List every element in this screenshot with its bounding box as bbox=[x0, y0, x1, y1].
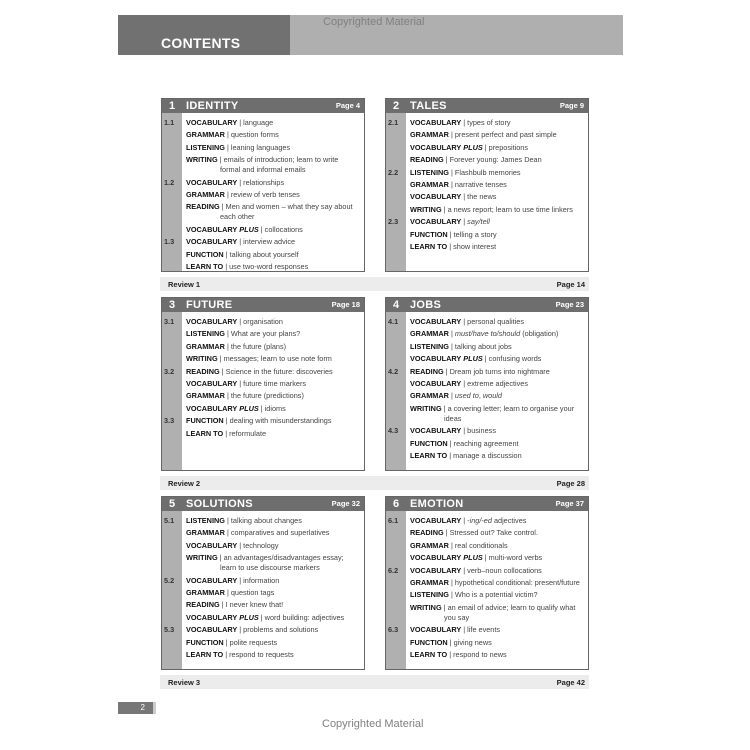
skill-label: VOCABULARY bbox=[186, 540, 238, 550]
unit-header bbox=[162, 298, 364, 312]
lesson-item: WRITING | a news report; learn to use time linkers bbox=[410, 204, 573, 214]
review-page: Page 28 bbox=[556, 479, 585, 488]
skill-label: VOCABULARY bbox=[186, 625, 238, 635]
lesson-topic: idioms bbox=[264, 403, 286, 413]
section-number: 3.3 bbox=[164, 416, 175, 426]
skill-label: LISTENING bbox=[186, 516, 225, 525]
skill-label: GRAMMAR bbox=[410, 329, 449, 339]
lesson-topic: question forms bbox=[230, 130, 279, 140]
unit-body bbox=[386, 511, 588, 669]
skill-label: WRITING bbox=[410, 204, 442, 214]
lesson-item: 6.1 VOCABULARY | -ing/-ed adjectives bbox=[388, 516, 527, 525]
lesson-item: 6.3 VOCABULARY | life events bbox=[388, 625, 501, 635]
skill-label: WRITING bbox=[186, 553, 218, 563]
lesson-topic: adjectives bbox=[491, 516, 527, 525]
lesson-item: LISTENING | leaning languages bbox=[186, 142, 291, 152]
lesson-item: VOCABULARY | future time markers bbox=[186, 378, 307, 388]
skill-label: LEARN TO bbox=[410, 450, 448, 460]
skill-label: VOCABULARY bbox=[186, 237, 238, 247]
section-number: 3.2 bbox=[164, 366, 175, 376]
skill-label: GRAMMAR bbox=[410, 577, 449, 587]
skill-label: LEARN TO bbox=[410, 241, 448, 251]
skill-label: GRAMMAR bbox=[186, 587, 225, 597]
skill-label: GRAMMAR bbox=[186, 391, 225, 401]
lesson-topic: relationships bbox=[243, 177, 285, 187]
lesson-topic: reformulate bbox=[229, 428, 267, 438]
unit-5 bbox=[161, 496, 365, 670]
skill-label-plus: PLUS bbox=[239, 403, 259, 413]
section-number: 6.3 bbox=[388, 625, 399, 635]
unit-1 bbox=[161, 98, 365, 272]
lesson-item: 4.2 READING | Dream job turns into nightmare bbox=[388, 366, 550, 376]
contents-header-dark-panel bbox=[118, 15, 290, 55]
lesson-item: LEARN TO | respond to news bbox=[410, 649, 507, 659]
skill-label: LEARN TO bbox=[186, 261, 224, 271]
lesson-item: VOCABULARY PLUS | confusing words bbox=[410, 354, 542, 364]
skill-label: VOCABULARY bbox=[410, 516, 462, 525]
unit-title: EMOTION bbox=[410, 498, 464, 510]
lesson-topic: show interest bbox=[453, 241, 497, 251]
lesson-topic: Forever young: James Dean bbox=[449, 155, 542, 165]
section-number: 1.2 bbox=[164, 177, 175, 187]
skill-label: VOCABULARY bbox=[410, 426, 462, 436]
lesson-item: FUNCTION | polite requests bbox=[186, 637, 278, 647]
section-column bbox=[386, 312, 406, 470]
lesson-topic: say/tell bbox=[467, 217, 490, 227]
lesson-item: LEARN TO | reformulate bbox=[186, 428, 267, 438]
lesson-topic: extreme adjectives bbox=[467, 378, 529, 388]
section-number: 4.3 bbox=[388, 426, 399, 436]
unit-title: IDENTITY bbox=[186, 100, 239, 112]
lesson-item: FUNCTION | giving news bbox=[410, 637, 492, 647]
section-number: 4.2 bbox=[388, 366, 399, 376]
lesson-topic: collocations bbox=[264, 224, 303, 234]
lesson-topic: confusing words bbox=[488, 354, 542, 364]
unit-header bbox=[162, 99, 364, 113]
skill-label: LISTENING bbox=[186, 329, 225, 339]
lesson-topic: comparatives and superlatives bbox=[230, 528, 330, 538]
skill-label: GRAMMAR bbox=[410, 540, 449, 550]
lesson-topic: polite requests bbox=[229, 637, 278, 647]
lesson-topic: Flashbulb memories bbox=[454, 167, 521, 177]
lesson-item: VOCABULARY PLUS | word building: adjectives bbox=[186, 612, 345, 622]
lesson-topic: talking about yourself bbox=[229, 249, 299, 259]
unit-number: 5 bbox=[168, 498, 176, 510]
lesson-topic: used to bbox=[454, 391, 479, 401]
lesson-item: 2.1 VOCABULARY | types of story bbox=[388, 118, 511, 127]
section-column bbox=[386, 511, 406, 669]
skill-label: VOCABULARY bbox=[186, 317, 238, 326]
review-label: Review 3 bbox=[168, 678, 201, 687]
skill-label: GRAMMAR bbox=[186, 130, 225, 140]
skill-label: LEARN TO bbox=[186, 428, 224, 438]
section-number: 6.2 bbox=[388, 565, 399, 575]
lesson-topic: a news report; learn to use time linkers bbox=[447, 204, 573, 214]
skill-label: LISTENING bbox=[410, 341, 449, 351]
skill-label: FUNCTION bbox=[186, 249, 224, 259]
section-column bbox=[162, 511, 182, 669]
skill-label: VOCABULARY bbox=[410, 317, 462, 326]
lesson-topic: life events bbox=[467, 625, 501, 635]
unit-4 bbox=[385, 297, 589, 471]
lesson-topic: , bbox=[478, 391, 483, 401]
lesson-topic: technology bbox=[243, 540, 279, 550]
section-number: 3.1 bbox=[164, 317, 175, 326]
lesson-item: WRITING | an email of advice; learn to qualify what you say bbox=[410, 602, 576, 622]
skill-label-plus: PLUS bbox=[463, 553, 483, 563]
skill-label: VOCABULARY bbox=[186, 575, 238, 585]
unit-number: 4 bbox=[392, 299, 400, 311]
lesson-topic: What are your plans? bbox=[230, 329, 301, 339]
lesson-topic: Science in the future: discoveries bbox=[225, 366, 333, 376]
lesson-item: 2.2 LISTENING | Flashbulb memories bbox=[388, 167, 521, 177]
skill-label: LEARN TO bbox=[410, 649, 448, 659]
lesson-item: GRAMMAR | comparatives and superlatives bbox=[186, 528, 330, 538]
lesson-item: FUNCTION | telling a story bbox=[410, 229, 497, 239]
unit-body bbox=[386, 113, 588, 271]
lesson-topic: the future (predictions) bbox=[230, 391, 304, 401]
lesson-topic: language bbox=[243, 118, 274, 127]
skill-label: VOCABULARY bbox=[186, 612, 238, 622]
lesson-topic: interview advice bbox=[243, 237, 296, 247]
section-number: 5.1 bbox=[164, 516, 175, 525]
skill-label: FUNCTION bbox=[186, 637, 224, 647]
review-page: Page 42 bbox=[556, 678, 585, 687]
watermark-bottom: Copyrighted Material bbox=[322, 718, 424, 730]
lesson-item: 3.2 READING | Science in the future: discoveries bbox=[164, 366, 333, 376]
lesson-item: LISTENING | Who is a potential victim? bbox=[410, 590, 538, 600]
unit-title: TALES bbox=[410, 100, 447, 112]
skill-label: FUNCTION bbox=[410, 637, 448, 647]
unit-number: 3 bbox=[168, 299, 176, 311]
skill-label: VOCABULARY bbox=[410, 118, 462, 127]
lesson-topic: multi-word verbs bbox=[488, 553, 543, 563]
lesson-item: 4.3 VOCABULARY | business bbox=[388, 426, 496, 436]
lesson-topic: would bbox=[482, 391, 502, 401]
lesson-item: 4.1 VOCABULARY | personal qualities bbox=[388, 317, 524, 326]
section-number: 2.1 bbox=[388, 118, 399, 127]
unit-title: JOBS bbox=[410, 299, 442, 311]
lesson-item: VOCABULARY PLUS | collocations bbox=[186, 224, 303, 234]
lesson-topic: -ing/-ed bbox=[467, 516, 492, 525]
section-column bbox=[386, 113, 406, 271]
lesson-topic: talking about jobs bbox=[454, 341, 512, 351]
unit-number: 2 bbox=[392, 100, 400, 112]
lesson-item: 6.2 VOCABULARY | verb–noun collocations bbox=[388, 565, 542, 575]
lesson-topic: present perfect and past simple bbox=[454, 130, 557, 140]
skill-label: VOCABULARY bbox=[186, 403, 238, 413]
lesson-topic: respond to news bbox=[453, 649, 507, 659]
review-bar-2 bbox=[160, 476, 589, 490]
lesson-item: 1.3 VOCABULARY | interview advice bbox=[164, 237, 296, 247]
lesson-item: VOCABULARY PLUS | multi-word verbs bbox=[410, 553, 543, 563]
lesson-item: GRAMMAR | narrative tenses bbox=[410, 179, 507, 189]
skill-label: READING bbox=[410, 155, 444, 165]
unit-page: Page 18 bbox=[331, 300, 360, 309]
skill-label: READING bbox=[186, 600, 220, 610]
skill-label: WRITING bbox=[186, 155, 218, 165]
lesson-topic: problems and solutions bbox=[243, 625, 319, 635]
lesson-topic: respond to requests bbox=[229, 649, 294, 659]
lesson-topic: Men and women – what they say about each other bbox=[220, 202, 353, 222]
section-column bbox=[162, 312, 182, 470]
lesson-topic: question tags bbox=[230, 587, 275, 597]
lesson-item: FUNCTION | reaching agreement bbox=[410, 438, 519, 448]
unit-header bbox=[162, 497, 364, 511]
skill-label: GRAMMAR bbox=[186, 528, 225, 538]
lesson-item: VOCABULARY | extreme adjectives bbox=[410, 378, 529, 388]
lesson-item: 3.1 VOCABULARY | organisation bbox=[164, 317, 283, 326]
lesson-item: GRAMMAR | the future (plans) bbox=[186, 341, 287, 351]
skill-label: WRITING bbox=[410, 602, 442, 612]
lesson-topic: messages; learn to use note form bbox=[223, 354, 332, 364]
lesson-item: GRAMMAR | present perfect and past simple bbox=[410, 130, 557, 140]
skill-label: LISTENING bbox=[410, 167, 449, 177]
lesson-topic: the news bbox=[467, 192, 497, 202]
lesson-topic: reaching agreement bbox=[453, 438, 519, 448]
lesson-item: WRITING | messages; learn to use note form bbox=[186, 354, 332, 364]
unit-2 bbox=[385, 98, 589, 272]
lesson-topic: future time markers bbox=[243, 378, 307, 388]
section-number: 2.2 bbox=[388, 167, 399, 177]
lesson-item: WRITING | emails of introduction; learn to write formal and informal emails bbox=[186, 155, 339, 175]
lesson-topic: personal qualities bbox=[467, 317, 524, 326]
skill-label: READING bbox=[186, 366, 220, 376]
unit-header bbox=[386, 497, 588, 511]
lesson-item: 1.2 VOCABULARY | relationships bbox=[164, 177, 285, 187]
lesson-item: READING | Men and women – what they say about each other bbox=[186, 202, 353, 222]
lesson-topic: review of verb tenses bbox=[230, 189, 300, 199]
section-number: 4.1 bbox=[388, 317, 399, 326]
lesson-topic: (obligation) bbox=[520, 329, 559, 339]
lesson-topic: emails of introduction; learn to write formal and informal emails bbox=[220, 155, 339, 175]
skill-label: VOCABULARY bbox=[410, 217, 462, 227]
skill-label: VOCABULARY bbox=[410, 565, 462, 575]
page-title: CONTENTS bbox=[161, 35, 241, 51]
lesson-item: GRAMMAR | question tags bbox=[186, 587, 275, 597]
skill-label: VOCABULARY bbox=[410, 378, 462, 388]
lesson-item: 3.3 FUNCTION | dealing with misunderstandings bbox=[164, 416, 332, 426]
skill-label: GRAMMAR bbox=[410, 391, 449, 401]
skill-label: WRITING bbox=[186, 354, 218, 364]
skill-label: LISTENING bbox=[410, 590, 449, 600]
skill-label: FUNCTION bbox=[186, 416, 224, 426]
unit-page: Page 32 bbox=[331, 499, 360, 508]
section-number: 5.2 bbox=[164, 575, 175, 585]
lesson-item: FUNCTION | talking about yourself bbox=[186, 249, 299, 259]
skill-label: VOCABULARY bbox=[410, 354, 462, 364]
lesson-topic: prepositions bbox=[488, 142, 529, 152]
lesson-item: READING | I never knew that! bbox=[186, 600, 284, 610]
lesson-topic: word building: adjectives bbox=[264, 612, 345, 622]
lesson-item: LEARN TO | respond to requests bbox=[186, 649, 294, 659]
lesson-topic: information bbox=[243, 575, 280, 585]
skill-label: READING bbox=[410, 366, 444, 376]
lesson-item: LEARN TO | show interest bbox=[410, 241, 497, 251]
section-number: 6.1 bbox=[388, 516, 399, 525]
skill-label: FUNCTION bbox=[410, 229, 448, 239]
lesson-item: GRAMMAR | question forms bbox=[186, 130, 279, 140]
skill-label: READING bbox=[186, 202, 220, 212]
lesson-item: READING | Stressed out? Take control. bbox=[410, 528, 538, 538]
skill-label: GRAMMAR bbox=[186, 189, 225, 199]
unit-page: Page 37 bbox=[555, 499, 584, 508]
skill-label-plus: PLUS bbox=[463, 142, 483, 152]
lesson-item: LISTENING | What are your plans? bbox=[186, 329, 301, 339]
unit-body bbox=[386, 312, 588, 470]
skill-label: WRITING bbox=[410, 403, 442, 413]
skill-label: LISTENING bbox=[186, 142, 225, 152]
unit-6 bbox=[385, 496, 589, 670]
section-number: 1.3 bbox=[164, 237, 175, 247]
page-number: 2 bbox=[118, 702, 156, 714]
lesson-item: 5.2 VOCABULARY | information bbox=[164, 575, 280, 585]
skill-label: VOCABULARY bbox=[410, 625, 462, 635]
lesson-topic: dealing with misunderstandings bbox=[229, 416, 332, 426]
skill-label: VOCABULARY bbox=[186, 378, 238, 388]
lesson-topic: talking about changes bbox=[230, 516, 302, 525]
skill-label-plus: PLUS bbox=[239, 224, 259, 234]
review-bar-1 bbox=[160, 277, 589, 291]
lesson-topic: business bbox=[467, 426, 496, 436]
lesson-item: GRAMMAR | the future (predictions) bbox=[186, 391, 304, 401]
lesson-topic: Who is a potential victim? bbox=[454, 590, 538, 600]
lesson-topic: leaning languages bbox=[230, 142, 291, 152]
lesson-topic: must/have to/should bbox=[454, 329, 521, 339]
lesson-item: VOCABULARY PLUS | idioms bbox=[186, 403, 286, 413]
lesson-topic: Dream job turns into nightmare bbox=[449, 366, 550, 376]
skill-label: VOCABULARY bbox=[410, 192, 462, 202]
lesson-item: 2.3 VOCABULARY | say/tell bbox=[388, 217, 490, 227]
lesson-topic: verb–noun collocations bbox=[467, 565, 542, 575]
lesson-topic: real conditionals bbox=[454, 540, 508, 550]
lesson-item: VOCABULARY | technology bbox=[186, 540, 279, 550]
lesson-topic: the future (plans) bbox=[230, 341, 287, 351]
lesson-item: 1.1 VOCABULARY | language bbox=[164, 118, 274, 127]
lesson-topic: giving news bbox=[453, 637, 492, 647]
lesson-item: GRAMMAR | must/have to/should (obligation) bbox=[410, 329, 559, 339]
lesson-topic: telling a story bbox=[453, 229, 497, 239]
lesson-topic: a covering letter; learn to organise your ideas bbox=[444, 403, 575, 423]
lesson-topic: Stressed out? Take control. bbox=[449, 528, 538, 538]
unit-body bbox=[162, 511, 364, 669]
unit-title: FUTURE bbox=[186, 299, 233, 311]
skill-label: VOCABULARY bbox=[410, 142, 462, 152]
lesson-topic: I never knew that! bbox=[225, 600, 284, 610]
section-number: 5.3 bbox=[164, 625, 175, 635]
lesson-item: WRITING | an advantages/disadvantages essay; learn to use discourse markers bbox=[186, 553, 344, 573]
lesson-item: GRAMMAR | real conditionals bbox=[410, 540, 508, 550]
unit-body bbox=[162, 113, 364, 271]
lesson-topic: an advantages/disadvantages essay; learn to use discourse markers bbox=[220, 553, 344, 573]
unit-page: Page 23 bbox=[555, 300, 584, 309]
unit-body bbox=[162, 312, 364, 470]
unit-header bbox=[386, 99, 588, 113]
unit-title: SOLUTIONS bbox=[186, 498, 253, 510]
review-page: Page 14 bbox=[556, 280, 585, 289]
lesson-item: GRAMMAR | used to, would bbox=[410, 391, 502, 401]
lesson-topic: hypothetical conditional: present/future bbox=[454, 577, 580, 587]
skill-label: GRAMMAR bbox=[410, 130, 449, 140]
unit-page: Page 4 bbox=[335, 101, 360, 110]
lesson-item: 5.1 LISTENING | talking about changes bbox=[164, 516, 302, 525]
skill-label: GRAMMAR bbox=[186, 341, 225, 351]
unit-number: 1 bbox=[168, 100, 176, 112]
lesson-item: VOCABULARY PLUS | prepositions bbox=[410, 142, 529, 152]
lesson-item: LEARN TO | use two-word responses bbox=[186, 261, 309, 271]
skill-label: VOCABULARY bbox=[186, 118, 238, 127]
skill-label-plus: PLUS bbox=[463, 354, 483, 364]
skill-label: VOCABULARY bbox=[186, 224, 238, 234]
lesson-topic: use two-word responses bbox=[229, 261, 309, 271]
unit-number: 6 bbox=[392, 498, 400, 510]
section-number: 1.1 bbox=[164, 118, 175, 127]
lesson-topic: an email of advice; learn to qualify what you say bbox=[444, 602, 576, 622]
lesson-item: WRITING | a covering letter; learn to organise your ideas bbox=[410, 403, 575, 423]
skill-label: VOCABULARY bbox=[186, 177, 238, 187]
lesson-item: LISTENING | talking about jobs bbox=[410, 341, 512, 351]
review-bar-3 bbox=[160, 675, 589, 689]
review-label: Review 1 bbox=[168, 280, 201, 289]
lesson-topic: narrative tenses bbox=[454, 179, 507, 189]
lesson-item: LEARN TO | manage a discussion bbox=[410, 450, 522, 460]
unit-header bbox=[386, 298, 588, 312]
lesson-item: GRAMMAR | hypothetical conditional: present/future bbox=[410, 577, 580, 587]
lesson-item: 5.3 VOCABULARY | problems and solutions bbox=[164, 625, 319, 635]
skill-label: READING bbox=[410, 528, 444, 538]
lesson-item: VOCABULARY | the news bbox=[410, 192, 497, 202]
skill-label: LEARN TO bbox=[186, 649, 224, 659]
lesson-topic: organisation bbox=[243, 317, 283, 326]
section-column bbox=[162, 113, 182, 271]
skill-label: VOCABULARY bbox=[410, 553, 462, 563]
unit-page: Page 9 bbox=[559, 101, 584, 110]
lesson-topic: types of story bbox=[467, 118, 511, 127]
review-label: Review 2 bbox=[168, 479, 201, 488]
skill-label: FUNCTION bbox=[410, 438, 448, 448]
lesson-item: GRAMMAR | review of verb tenses bbox=[186, 189, 300, 199]
skill-label: GRAMMAR bbox=[410, 179, 449, 189]
lesson-item: READING | Forever young: James Dean bbox=[410, 155, 542, 165]
skill-label-plus: PLUS bbox=[239, 612, 259, 622]
lesson-topic: manage a discussion bbox=[453, 450, 522, 460]
watermark-top: Copyrighted Material bbox=[323, 16, 425, 28]
unit-3 bbox=[161, 297, 365, 471]
section-number: 2.3 bbox=[388, 217, 399, 227]
